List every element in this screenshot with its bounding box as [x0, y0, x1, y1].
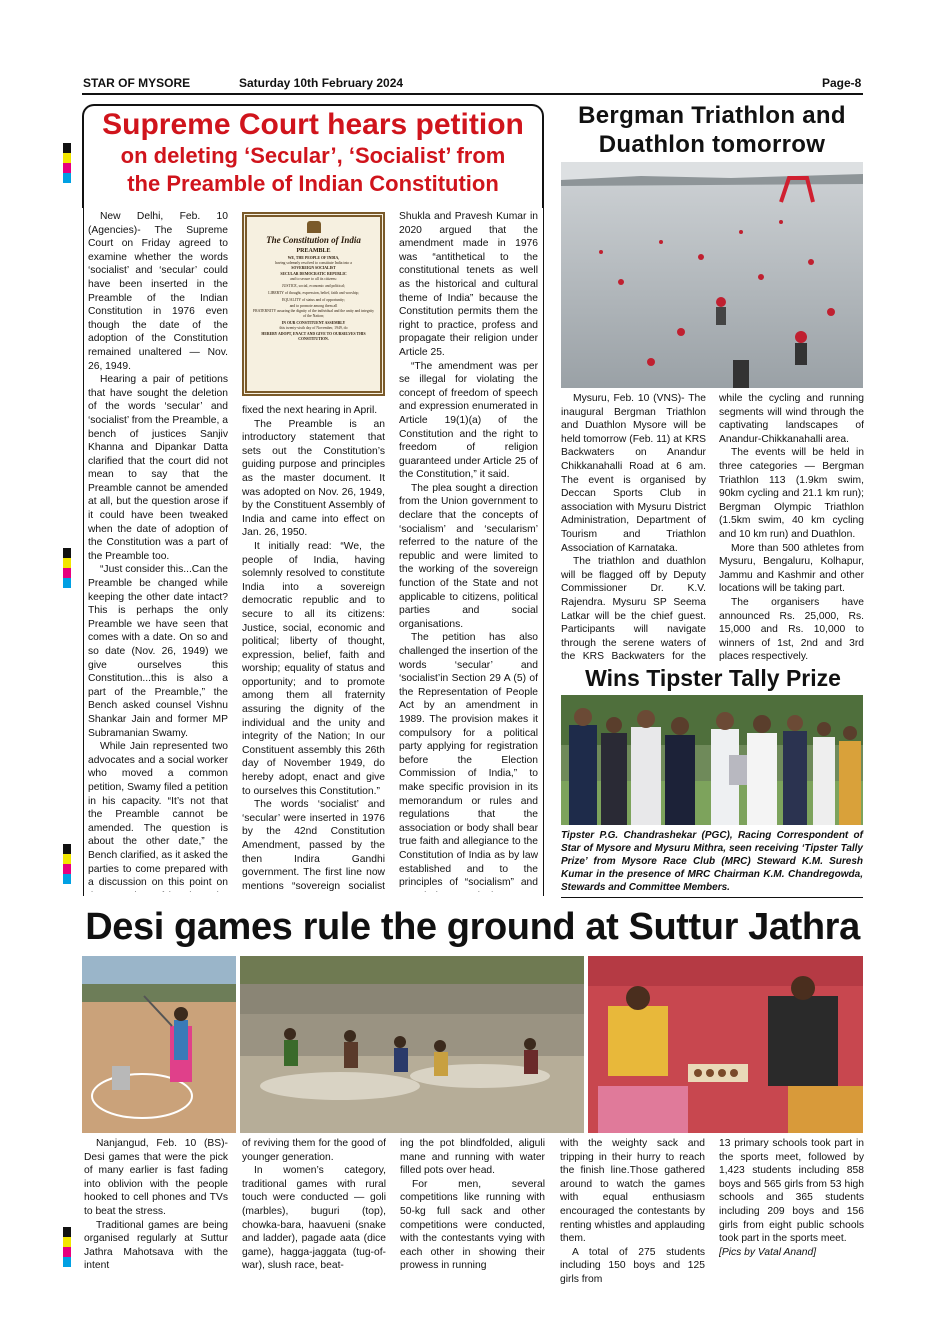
triathlon-photo — [561, 162, 863, 388]
sc-headline-line1: Supreme Court hears petition — [102, 108, 524, 141]
preamble-line-3: SOVEREIGN SOCIALIST — [291, 266, 336, 271]
preamble-line-4: SECULAR DEMOCRATIC REPUBLIC — [280, 271, 347, 276]
desi-column-4 — [560, 1137, 705, 1289]
desi-col5-para-1: 13 primary schools took part in the sports meet, followed by 1,423 students including 858 boys and 565 girls from 53 high schools and 365 students including 209 boys and 156 girls from eight public schools took part in the sports meet. — [719, 1138, 864, 1245]
triathlon-col2-para-2: The events will be held in three categories — Bergman Triathlon 113 (1.9km swim, 90km cycling and 21.1 km run); Bergman Olympic Triathlon (1.5km swim, 40 km cycling and 10 km run) and Duathlon. — [719, 447, 864, 540]
desi-credit: [Pics by Vatal Anand] — [719, 1246, 817, 1258]
triathlon-column-1 — [561, 392, 706, 664]
tipster-caption-rule — [561, 897, 863, 898]
triathlon-headline-line2: Duathlon tomorrow — [598, 131, 826, 158]
preamble-line-9: and to promote among them all — [289, 303, 338, 308]
triathlon-headline — [556, 101, 868, 159]
sc-headline-line3: the Preamble of Indian Constitution — [127, 171, 499, 196]
tipster-caption: Tipster P.G. Chandrashekar (PGC), Racing Correspondent of Star of Mysore and Mysuru Mithra, seen receiving ‘Tipster Tally Prize’ from Mysore Race Club (MRC) Steward K.M. Suresh Kumar in the presence of MRC Chairman K.M. Chandregowda, Stewards and Committee Members. — [561, 830, 863, 893]
sc-column-2 — [242, 404, 385, 892]
preamble-line-8: EQUALITY of status and of opportunity; — [281, 298, 346, 303]
masthead-rule — [82, 93, 863, 95]
column-rule — [83, 208, 84, 896]
triathlon-col2-para-4: The organisers have announced Rs. 25,000, Rs. 15,000 and Rs. 10,000 to winners of 1st, 2nd and 3rd places respectively. — [719, 596, 864, 663]
preamble-line-7: LIBERTY of thought, expression, belief, faith and worship; — [268, 291, 359, 296]
desi-col3-para-1: ing the pot blindfolded, aliguli mane and running with water filled pots over head. — [400, 1138, 545, 1177]
preamble-line-10: FRATERNITY assuring the dignity of the individual and the unity and integrity of the Nation; — [252, 308, 375, 319]
desi-col4-para-2: A total of 275 students including 150 boys and 125 girls from — [560, 1246, 705, 1285]
desi-photo-slush-race — [240, 956, 584, 1133]
masthead-date: Saturday 10th February 2024 — [239, 76, 404, 90]
tipster-photo — [561, 695, 863, 825]
triathlon-col1-para-1: Mysuru, Feb. 10 (VNS)- The inaugural Bergman Triathlon and Duathlon Mysore will be held tomorrow (Feb. 11) at KRS Backwaters on Anandur Chikkanahalli Road at 6 am. The event is organised by Deccan Sports Club in association with Mysuru District Administration, Department of Tourism and Triathlon Association of Karnataka. — [561, 393, 706, 554]
desi-photo-pot-game — [82, 956, 236, 1133]
sc-column-1 — [88, 210, 228, 892]
sc-col2-para-4: The words ‘socialist’ and ‘secular’ were inserted in 1976 by the 42nd Constitution Amendment, passed by the then Indira Gandhi government. The first line now mentions “sovereign socialist — [242, 799, 385, 892]
desi-column-3 — [400, 1137, 545, 1289]
triathlon-col2-para-3: More than 500 athletes from Mysuru, Bengaluru, Kolhapur, Jammu and Kashmir and other locations will be taking part. — [719, 542, 864, 595]
desi-col1-para-1: Nanjangud, Feb. 10 (BS)- Desi games that were the pick of many earlier is fast fading into oblivion with the people hooked to cell phones and TVs to beat the stress. — [84, 1138, 228, 1217]
emblem-icon — [307, 221, 321, 233]
desi-col1-para-2: Traditional games are being organised regularly at Suttur Jathra Mahotsava with the intent — [84, 1219, 228, 1272]
preamble-line-11: IN OUR CONSTITUENT ASSEMBLY — [281, 321, 346, 326]
sc-col3-para-1: Shukla and Pravesh Kumar in 2020 argued that the amendment made in 1976 was “antithetical to the constitutional tenets as well as the historical and cultural theme of India” because the Constitution permits them the right to practice, profess and propagate their religion under Article 25. — [399, 211, 538, 358]
sc-col2-para-1: fixed the next hearing in April. — [242, 405, 378, 416]
sc-column-3 — [399, 210, 538, 892]
sc-col1-para-2: Hearing a pair of petitions that have sought the deletion of the words ‘secular’ and ‘socialist’ from the Preamble, a bench of justices Sanjiv Khanna and Dipankar Datta clarified that the court did not mean to say that the Preamble cannot be amended at all, but the question arose if it could have been tweaked when the date of adoption of the Constitution was a part of the Preamble too. — [88, 374, 228, 562]
masthead-page: Page-8 — [822, 76, 862, 90]
sc-col2-para-3: It initially read: “We, the people of India, having solemnly resolved to constitute India into a sovereign democratic republic and to secure to all its citizens: Justice, social, economic and political; liberty of thought, expression, belief, faith and worship; equality of status and opportunity; and to promote among them all fraternity assuring the dignity of the individual and the unity and integrity of the Nation; In our Constituent assembly this 26th day of November 1949, do hereby adopt, enact and give to ourselves this Constitution.” — [242, 540, 385, 797]
sc-col2-para-2: The Preamble is an introductory statement that sets out the Constitution’s guiding purpose and principles as the master document. It was adopted on Nov. 26, 1949, by the Constituent Assembly of India and came into effect on Jan. 26, 1950. — [242, 418, 385, 539]
masthead-paper: STAR OF MYSORE — [83, 76, 191, 90]
preamble-line-1: WE, THE PEOPLE OF INDIA, — [287, 256, 340, 260]
registration-marks-low — [63, 844, 71, 884]
preamble-line-12: this twenty-sixth day of November, 1949, do — [279, 326, 348, 331]
preamble-image — [242, 212, 385, 396]
preamble-line-2: having solemnly resolved to constitute India into a — [275, 261, 352, 266]
triathlon-col2-para-1: while the cycling and running segments will wind through the captivating landscapes of Anandur-Chikkanahalli area. — [719, 393, 864, 445]
preamble-line-6: JUSTICE, social, economic and political; — [281, 284, 346, 289]
tipster-headline: Wins Tipster Tally Prize — [585, 665, 841, 691]
sc-col3-para-2: “The amendment was per se illegal for violating the concept of freedom of speech and expression enumerated in Article 19(1)(a) of the Constitution and the right to freedom of religion guaranteed under Article 25 of the Constitution,” it said. — [399, 360, 538, 481]
desi-headline: Desi games rule the ground at Suttur Jathra — [85, 906, 860, 948]
desi-col2-para-2: In women’s category, traditional games with rural touch were conducted — goli (marbles), buguri (top), chowka-bara, haavueni (snake and ladder), pagade aata (dice game), hagga-jaggata (tug-of-war), slush race, beat- — [242, 1165, 386, 1272]
sc-col1-para-3: “Just consider this...Can the Preamble be changed while keeping the other date intact? This is perhaps the only Preamble we have seen that comes with a date. On so and so date (Nov. 26, 1949) we give ourselves this Constitution...this is also a part of the Preamble,” the Bench asked counsel Vishnu Shankar Jain and former MP Subramanian Swamy. — [88, 564, 228, 739]
desi-col2-para-1: of reviving them for the good of younger generation. — [242, 1138, 386, 1163]
preamble-line-5: and to secure to all its citizens: — [290, 276, 337, 281]
sc-headline-line2: on deleting ‘Secular’, ‘Socialist’ from — [120, 143, 506, 168]
triathlon-col1-para-2: The triathlon and duathlon will be flagged off by Deputy Commissioner Dr. K.V. Rajendra. Mysuru SP Seema Latkar will be the chief guest. Participants will navigate through the serene waters of the KRS Backwaters for the — [561, 556, 706, 663]
desi-col4-para-1: with the weighty sack and tripping in their hurry to reach the finish line.Those gathered around to watch the games with equal enthusiasm encouraged the contestants by renting whistles and applauding them. — [560, 1138, 705, 1245]
preamble-line-13: HEREBY ADOPT, ENACT AND GIVE TO OURSELVES THIS CONSTITUTION. — [261, 331, 366, 341]
desi-column-5 — [719, 1137, 864, 1289]
sc-col3-para-3: The plea sought a direction from the Union government to declare that the concepts of ‘socialism’ and ‘secularism’ referred to the nature of the republic and were limited to the working of the sovereign function of the State and not applicable to citizens, political parties and social organisations. — [399, 482, 538, 630]
desi-column-1 — [84, 1137, 228, 1289]
desi-column-2 — [242, 1137, 386, 1289]
preamble-heading: PREAMBLE — [296, 248, 331, 254]
desi-col3-para-2: For men, several competitions like running with 50-kg full sack and other competitions were conducted, with the contestants vying with each other in showing their prowess in running — [400, 1178, 545, 1272]
registration-marks-mid — [63, 548, 71, 588]
triathlon-headline-line1: Bergman Triathlon and — [578, 102, 846, 129]
sc-col1-para-1: New Delhi, Feb. 10 (Agencies)- The Supreme Court on Friday agreed to examine whether the words ‘socialist’ and ‘secular’ could have been inserted in the Preamble of the Indian Constitution in 1976 even though the date of the adoption of the Constitution remained unaltered — Nov. 26, 1949. — [88, 211, 228, 372]
triathlon-column-2 — [719, 392, 864, 664]
preamble-title: The Constitution of India — [266, 235, 361, 245]
column-rule — [543, 208, 544, 896]
desi-photo-board-game — [588, 956, 863, 1133]
registration-marks-bottom — [63, 1227, 71, 1267]
sc-col1-para-4: While Jain represented two advocates and a social worker who moved a common petition, Swamy filed a petition in his capacity. “It’s not that the Preamble cannot be amended. The question is about the other date,” the Bench clarified, as it asked the parties to come prepared with a discussion on this point on — [88, 741, 228, 889]
sc-col3-para-4: The petition has also challenged the insertion of the words ‘secular’ and ‘socialist’in Section 29 A (5) of the Representation of People Act by an amendment in 1989. The provision makes it compulsory for a political party applying for registration before the Election Commission of India,” to make specific provision in its memorandum or rules and regulations that the association or body shall bear true faith and allegiance to the Constitution of India as by law established and to the principles of “socialism” and — [399, 632, 538, 889]
sc-headline — [84, 108, 542, 198]
registration-marks-top — [63, 143, 71, 183]
